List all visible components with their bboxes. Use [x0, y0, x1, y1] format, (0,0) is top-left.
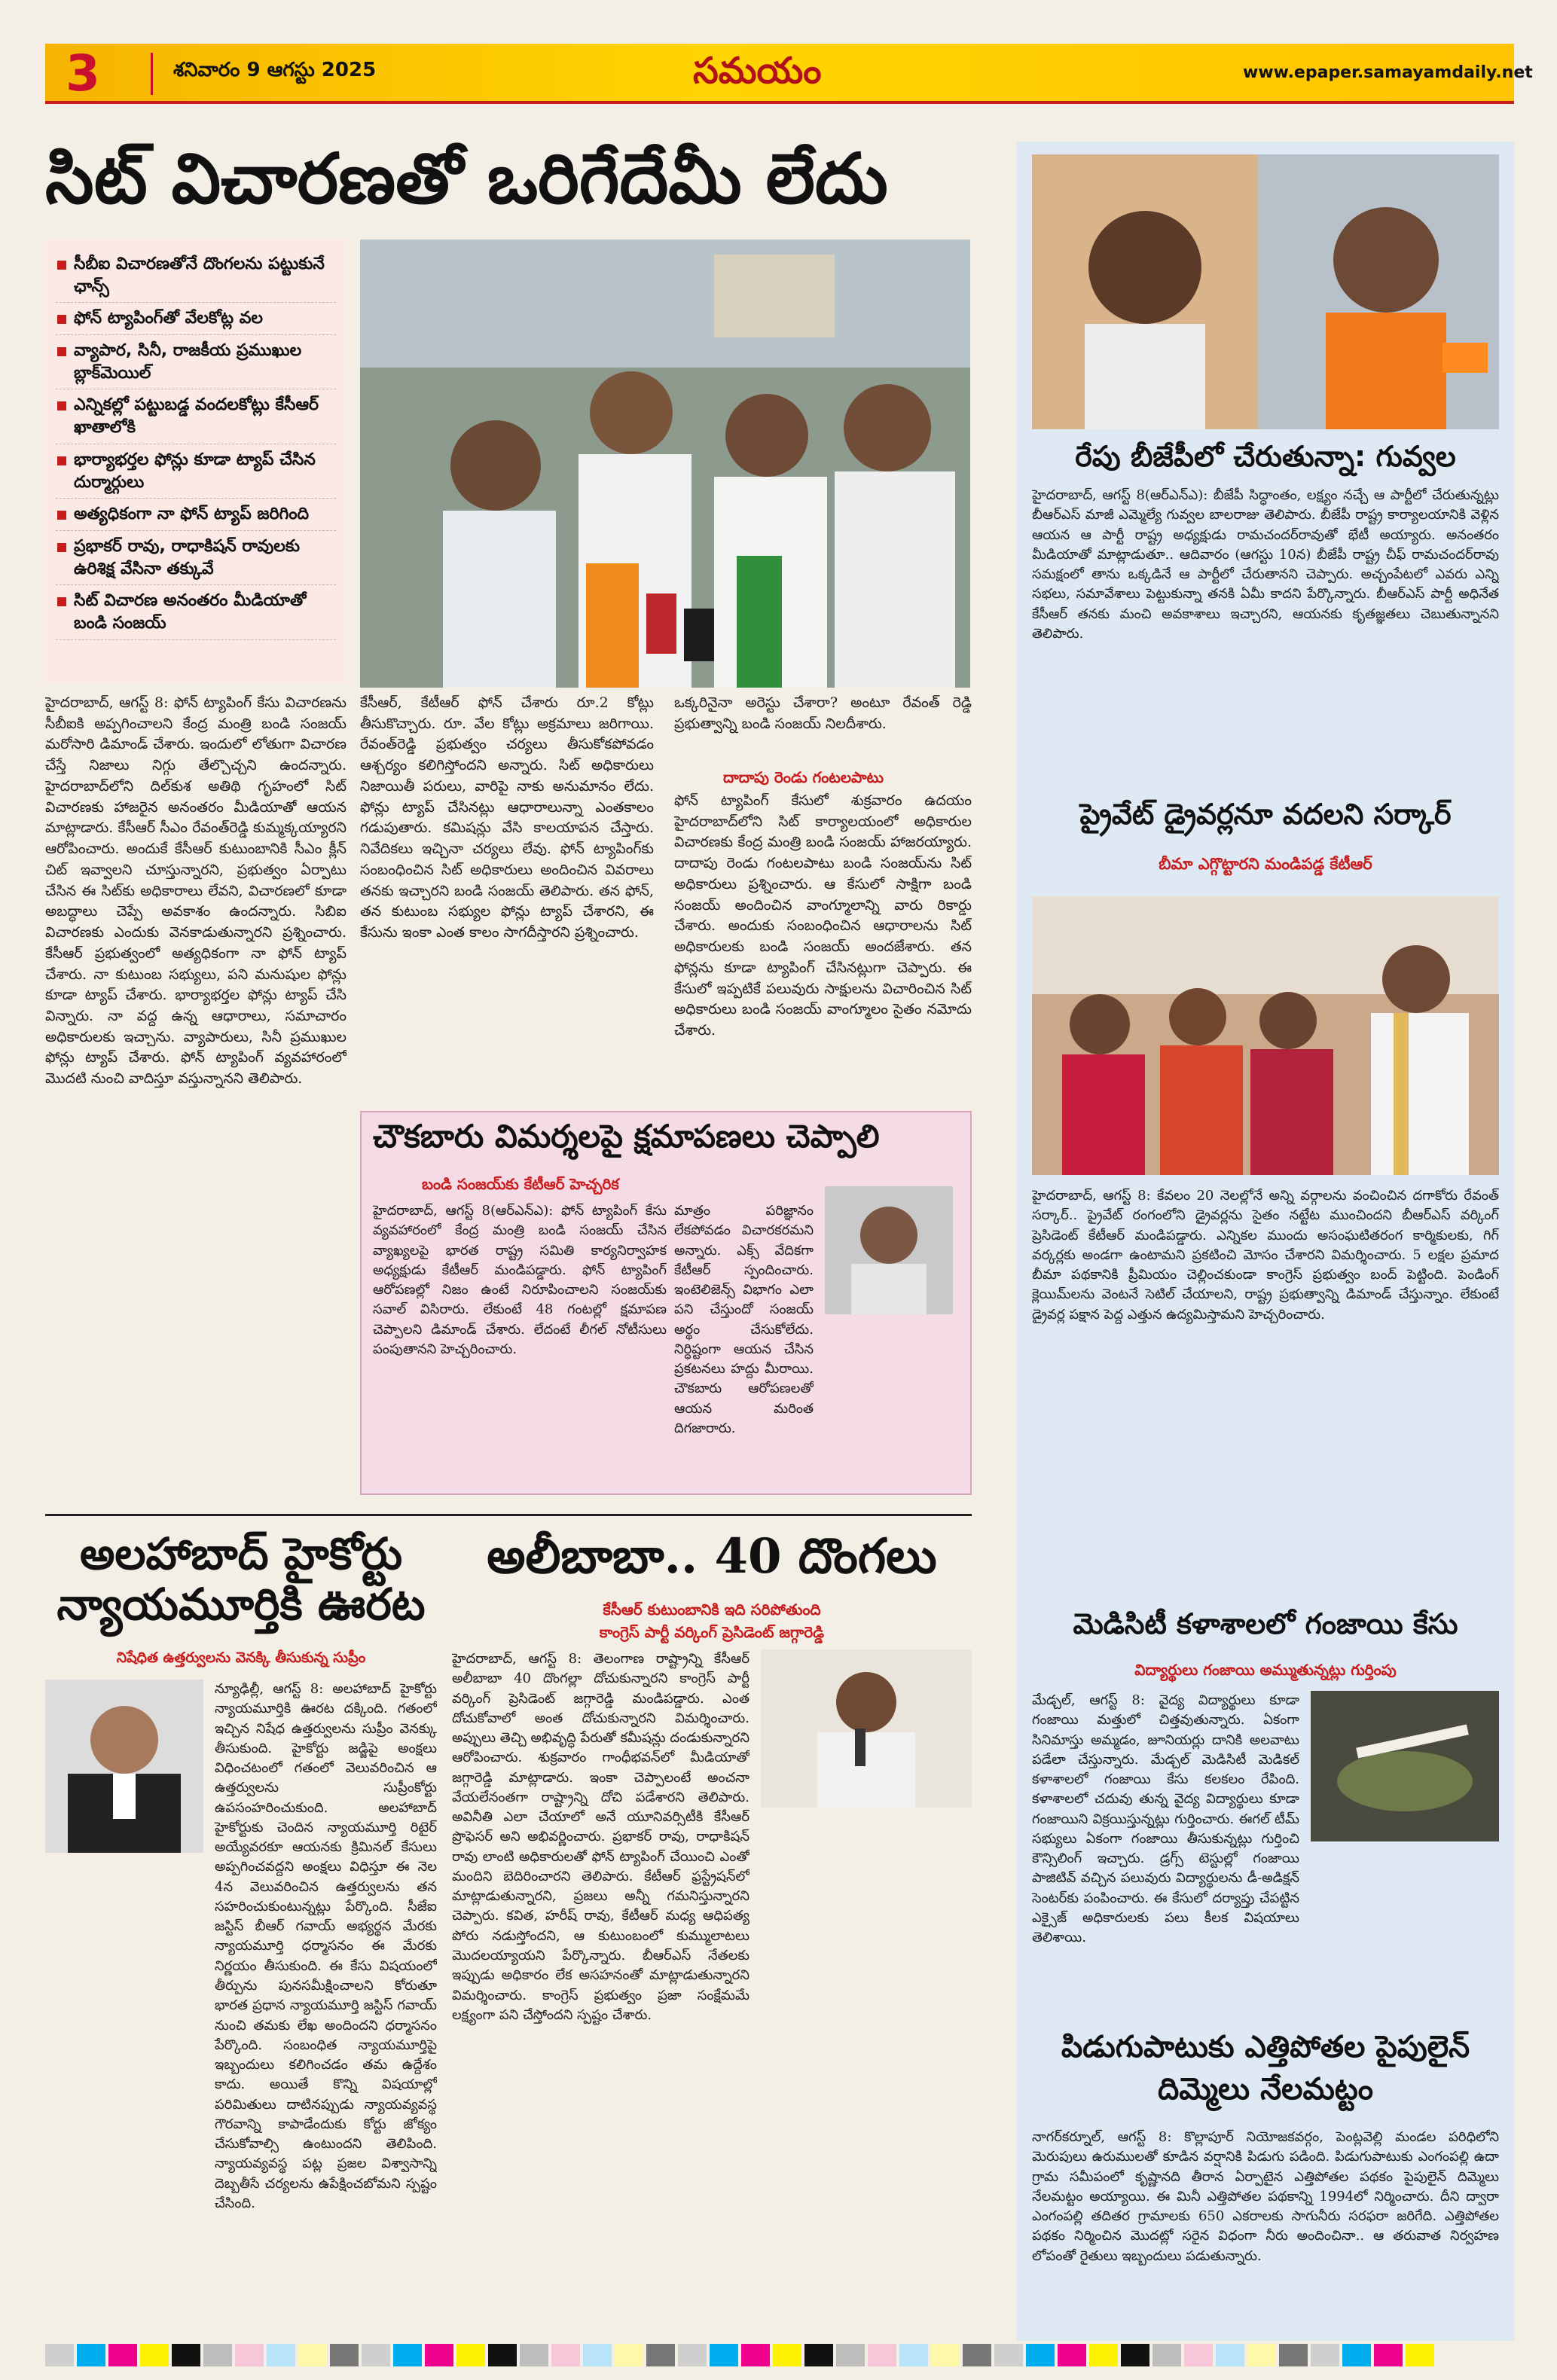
- highlight-item: సిట్ విచారణ అనంతరం మీడియాతో బండి సంజయ్: [56, 585, 336, 639]
- lead-text-col3: ఒక్కరినైనా అరెస్టు చేశారా? అంటూ రేవంత్ రెడ్డి ప్రభుత్వాన్ని బండి సంజయ్ నిలదీశారు.: [674, 694, 972, 732]
- highlight-item: సీబీఐ విచారణతోనే దొంగలను పట్టుకునే ఛాన్స్: [56, 249, 336, 303]
- highlight-item: ఫోన్ ట్యాపింగ్‌తో వేలకోట్ల వల: [56, 303, 336, 335]
- guvvala-text: హైదరాబాద్, ఆగస్ట్ 8(ఆర్‌ఎన్‌ఎ): బీజేపీ సిద్ధాంతం, లక్ష్యం నచ్చే ఆ పార్టీలో చేరుతున్నట్లు బీఆర్ఎస్ మాజీ ఎమ్మెల్యే గువ్వల బాలరాజు తెలిపారు. బీజేపీ రాష్ట్ర కార్యాలయానికి వెళ్లిన ఆయన ఆ పార్టీ రాష్ట్ర అధ్యక్షుడు రామచందర్‌రావుతో భేటీ అయ్యారు. అనంతరం మీడియాతో మాట్లాడుతూ.. ఆదివారం (ఆగస్టు 10న) బీజేపీ రాష్ట్ర చీఫ్ రామచందర్‌రావు సమక్షంలో తాను ఒక్కడినే ఆ పార్టీలో చేరుతానని చెప్పారు. అచ్చంపేటలో ఎవరు ఎన్ని సభలు, సమావేశాలు పెట్టుకున్నా తనకి ఏమీ కాదని పేర్కొన్నారు. బీఆర్ఎస్ పార్టీ అధినేత కేసీఆర్ తనకు మంచి అవకాశాలు ఇచ్చారని, ఆయనకు కృతజ్ఞతలు చెబుతున్నానని తెలిపారు.: [1032, 487, 1499, 642]
- alibaba-subhead-1: కేసీఆర్ కుటుంబానికి ఇది సరిపోతుంది: [603, 1600, 821, 1619]
- allahabad-text: న్యూఢిల్లీ, ఆగస్ట్ 8: అలహాబాద్ హైకోర్టు న్యాయమూర్తికి ఊరట దక్కింది. గతంలో ఇచ్చిన నిషేధ ఉత్తర్వులను సుప్రీం వెనక్కు తీసుకుంది. హైకోర్టు జడ్జిపై అంక్షలు విధించటంలో గతంలో వెలువరించిన ఆ ఉత్తర్వులను సుప్రీంకోర్టు ఉపసంహరించుకుంది. అలహాబాద్ హైకోర్టుకు చెందిన న్యాయమూర్తి రిటైర్ అయ్యేవరకూ ఆయనకు క్రిమినల్ కేసులు అప్పగించవద్దని అంక్షలు విధిస్తూ ఈ నెల 4న వెలువరించిన ఉత్తర్వులను తన సహరించుకుంటున్నట్లు పేర్కొంది. సీజేఐ జస్టిస్ బీఆర్ గవాయ్ అభ్యర్థన మేరకు న్యాయమూర్తి ధర్మాసనం ఈ మేరకు నిర్ణయం తీసుకుంది. ఈ కేసు విషయంలో తీర్పును పునసమీక్షించాలని కోరుతూ భారత ప్రధాన న్యాయమూర్తి జస్టిస్ గవాయ్ నుంచి తమకు లేఖ అందిందని ధర్మాసనం పేర్కొంది. సంబంధిత న్యాయమూర్తిపై ఇబ్బందులు కలిగించడం తమ ఉద్దేశం కాదు. అయితే కొన్ని విషయాల్లో పరిమితులు దాటినప్పుడు న్యాయవ్యవస్థ గౌరవాన్ని కాపాడేందుకు కోర్టు జోక్యం చేసుకోవాల్సి ఉంటుందని తెలిపింది. న్యాయవ్యవస్థ పట్ల ప్రజల విశ్వాసాన్ని దెబ్బతీసే చర్యలను ఉపేక్షించబోమని స్పష్టం చేసింది.: [215, 1681, 437, 2211]
- page-number: 3: [66, 44, 100, 102]
- section-divider: [45, 1514, 972, 1516]
- lead-photo-bandi-sanjay-crowd: [360, 240, 970, 688]
- drivers-subhead: బీమా ఎగ్గొట్టారని మండిపడ్డ కేటీఆర్: [1159, 855, 1372, 873]
- lead-headline: సిట్ విచారణతో ఒరిగేదేమీ లేదు: [45, 138, 888, 219]
- drivers-text: హైదరాబాద్, ఆగస్ట్ 8: కేవలం 20 నెలల్లోనే అన్ని వర్గాలను వంచించిన దగాకోరు రేవంత్ సర్కార్.. ప్రైవేట్ రంగంలోని డ్రైవర్లను సైతం నట్టేట ముంచిందని బీఆర్ఎస్ వర్కింగ్ ప్రెసిడెంట్ కేటీఆర్ మండిపడ్డారు. ఎన్నికల ముందు అసంఘటితరంగ కార్మికులకు, గిగ్ వర్కర్లకు అండగా ఉంటామని ప్రకటించి మోసం చేశారని విమర్శించారు. 5 లక్షల ప్రమాద బీమా పథకానికి ప్రీమియం చెల్లించకుండా కాంగ్రెస్ ప్రభుత్వం బంద్ పెట్టింది. పెండింగ్ క్లెయిమ్‌లను వెంటనే సెటిల్ చేయాలని, రాష్ట్ర ప్రభుత్వాన్ని డిమాండ్ చేస్తున్నాం. లేకుంటే డ్రైవర్ల పక్షాన పెద్ద ఎత్తున ఉద్యమిస్తామని హెచ్చరించారు.: [1032, 1188, 1499, 1323]
- lead-text-col1: హైదరాబాద్, ఆగస్ట్ 8: ఫోన్ ట్యాపింగ్ కేసు విచారణను సీబీఐకి అప్పగించాలని కేంద్ర మంత్రి బండి సంజయ్ మరోసారి డిమాండ్ చేశారు. ఇందులో లోతుగా విచారణ చేస్తే నిజాలు నిగ్గు తేల్చొచ్చని ఉందన్నారు. హైదరాబాద్‌లోని దిల్‌కుశ అతిథి గృహంలో సిట్ విచారణకు హాజరైన అనంతరం మీడియాతో ఆయన మాట్లాడారు. కేసీఆర్ సీఎం రేవంత్‌రెడ్డి కుమ్మక్కయ్యారని ఆరోపించారు. అందుకే కేసీఆర్ కుటుంబానికి సీఎం క్లీన్ చిట్ ఇవ్వాలని చూస్తున్నారని, ప్రభుత్వం ఏర్పాటు చేసిన ఈ సిట్‌కు అధికారాలు లేవని, విచారణలో కూడా అబద్ధాలు చెప్పే అవకాశం ఉందన్నారు. సిబిఐ విచారణకు ఎందుకు వెనకాడుతున్నారని ప్రశ్నించారు. కేసీఆర్ ప్రభుత్వంలో అత్యధికంగా నా ఫోన్ ట్యాప్ చేశారు. నా కుటుంబ సభ్యులు, పని మనుషుల ఫోన్లు కూడా ట్యాప్ చేశారు. భార్యాభర్తల ఫోన్లు ట్యాప్ చేసి విన్నారు. నా వద్ద ఉన్న ఆధారాలు, సమాచారం అధికారులకు ఇచ్చాను. వ్యాపారులు, సినీ ప్రముఖుల ఫోన్లు ట్యాప్ చేశారు. ఫోన్ ట్యాపింగ్ వ్యవహారంలో మొదటి నుంచి వాదిస్తూ వస్తున్నానని తెలిపారు.: [45, 694, 347, 1088]
- drivers-headline: ప్రైవేట్ డ్రైవర్లనూ వదలని సర్కార్: [1079, 798, 1452, 831]
- lead-subhead: దాదాపు రెండు గంటలపాటు: [723, 768, 884, 786]
- lead-highlights-box: [45, 240, 347, 684]
- apology-text-left: హైదరాబాద్, ఆగస్ట్ 8(ఆర్‌ఎన్‌ఎ): ఫోన్ ట్యాపింగ్ కేసు వ్యవహారంలో కేంద్ర మంత్రి బండి సంజయ్ చేసిన వ్యాఖ్యలపై భారత రాష్ట్ర సమితి కార్యనిర్వాహక అధ్యక్షుడు కేటీఆర్ మండిపడ్డారు. ఫోన్ ట్యాపింగ్ ఆరోపణల్లో నిజం ఉంటే నిరూపించాలని సంజయ్‌కు సవాల్ విసిరారు. లేకుంటే 48 గంటల్లో క్షమాపణ చెప్పాలని డిమాండ్ చేశారు. లేదంటే లీగల్ నోటీసులు పంపుతానని హెచ్చరించారు.: [373, 1203, 667, 1357]
- apology-headline: చౌకబారు విమర్శలపై క్షమాపణలు చెప్పాలి: [373, 1118, 880, 1155]
- ktr-portrait: [825, 1186, 953, 1314]
- masthead-divider: [151, 53, 153, 95]
- highlight-item: వ్యాపార, సినీ, రాజకీయ ప్రముఖుల బ్లాక్‌మెయిల్: [56, 335, 336, 389]
- apology-text-right: మాత్రం పరిజ్ఞానం లేకపోవడం విచారకరమని అన్నారు. ఎక్స్ వేదికగా కేటీఆర్ స్పందించారు. ఇంటెలిజెన్స్ విభాగం ఎలా పని చేస్తుందో సంజయ్ అర్థం చేసుకోలేదు. నిర్ధిష్టంగా ఆయన చేసిన ప్రకటనలు హద్దు మీరాయి. చౌకబారు ఆరోపణలతో ఆయన మరింత దిగజారారు.: [674, 1203, 814, 1436]
- highlight-item: ప్రభాకర్ రావు, రాధాకిషన్ రావులకు ఉరిశిక్ష వేసినా తక్కువే: [56, 531, 336, 585]
- apology-subhead: బండి సంజయ్‌కు కేటీఆర్ హెచ్చరిక: [422, 1175, 619, 1193]
- guvvala-headline: రేపు బీజేపీలో చేరుతున్నా: గువ్వల: [1075, 440, 1456, 473]
- ganja-headline: మెడిసిటీ కళాశాలలో గంజాయి కేసు: [1073, 1607, 1458, 1640]
- print-registration-bar: [45, 2344, 1514, 2366]
- ktr-with-women-photo: [1032, 896, 1499, 1175]
- ganja-subhead: విద్యార్థులు గంజాయి అమ్ముతున్నట్లు గుర్తింపు: [1134, 1661, 1397, 1679]
- lightning-headline: పిడుగుపాటుకు ఎత్తిపోతల పైపులైన్ దిమ్మెలు నేలమట్టం: [1061, 2030, 1470, 2107]
- lead-text-col2: కేసీఆర్, కేటీఆర్ ఫోన్ చేశారు రూ.2 కోట్లు తీసుకొచ్చారు. రూ. వేల కోట్లు అక్రమాలు జరిగాయి. రేవంత్‌రెడ్డి ప్రభుత్వం చర్యలు తీసుకోకపోవడం ఆశ్చర్యం కలిగిస్తోందని అన్నారు. సిట్ అధికారులు నిజాయితీ పరులు, వారిపై నాకు అనుమానం లేదు. ఫోన్లు ట్యాప్ చేసినట్లు ఆధారాలున్నా ఎంతకాలం గడుపుతారు. కమిషన్లు వేసి కాలయాపన చేస్తారు. నివేదికలు ఇచ్చినా చర్యలు లేవు. ఫోన్ ట్యాపింగ్‌కు సంబంధించిన సిట్ అధికారులు అందించిన వివరాలు తనకు ఇచ్చారని బండి సంజయ్ తెలిపారు. తన ఫోన్, తన కుటుంబ సభ్యుల ఫోన్లు ట్యాప్ చేశారని, ఈ కేసును ఇంకా ఎంత కాలం సాగదీస్తారని ప్రశ్నించారు.: [360, 694, 654, 941]
- ganja-photo: [1311, 1691, 1499, 1841]
- alibaba-text: హైదరాబాద్, ఆగస్ట్ 8: తెలంగాణ రాష్ట్రాన్ని కేసీఆర్ అలీబాబా 40 దొంగల్లా దోచుకున్నారని కాంగ్రెస్ పార్టీ వర్కింగ్ ప్రెసిడెంట్ జగ్గారెడ్డి మండిపడ్డారు. ఎంత దోచుకోవాలో అంత దోచుకున్నారని విమర్శించారు. అప్పులు తెచ్చి అభివృద్ధి పేరుతో కమీషన్లు దండుకున్నారని ఆరోపించారు. శుక్రవారం గాంధీభవన్‌లో మీడియాతో జగ్గారెడ్డి మాట్లాడారు. ఇంకా చెప్పాలంటే అంచనా వేయలేనంతగా రాష్ట్రాన్ని దోచి పడేశారని తెలిపారు. అవినీతి ఎలా చేయాలో అనే యూనివర్సిటీకి కేసీఆర్ ప్రొఫెసర్ అని అభివర్ణించారు. ప్రభాకర్ రావు, రాధాకిషన్ రావు లాంటి అధికారులతో ఫోన్ ట్యాపింగ్ చేయించి ఎంతో మందిని బెదిరించారని తెలిపారు. కేటీఆర్ ఫ్రస్ట్రేషన్‌లో మాట్లాడుతున్నారని, ప్రజలు అన్నీ గమనిస్తున్నారని చెప్పారు. కవిత, హరీష్ రావు, కేటీఆర్ మధ్య ఆధిపత్య పోరు నడుస్తోందని, ఆ కుటుంబంలో కుమ్ములాటలు మొదలయ్యాయని పేర్కొన్నారు. బీఆర్ఎస్ నేతలకు ఇప్పుడు అధికారం లేక అసహనంతో మాట్లాడుతున్నారని విమర్శించారు. కాంగ్రెస్ ప్రభుత్వం ప్రజా సంక్షేమమే లక్ష్యంగా పని చేస్తోందని స్పష్టం చేశారు.: [452, 1651, 749, 2023]
- ganja-text: మేడ్చల్, ఆగస్ట్ 8: వైద్య విద్యార్థులు కూడా గంజాయి మత్తులో చిత్తవుతున్నారు. ఏకంగా సినిమాస్తు అమ్మడం, జూనియర్లు దానికి అలవాటు పడేలా చేస్తున్నారు. మేడ్చల్ మెడిసిటీ మెడికల్ కళాశాలలో గంజాయి కేసు కలకలం రేపింది. కళాశాలలో చదువు తున్న వైద్య విద్యార్థులు కూడా గంజాయిని విక్రయిస్తున్నట్లు గుర్తించారు. ఈగల్ టీమ్ సభ్యులు ఏకంగా గంజాయి తీసుకున్నట్లు గుర్తించి కౌన్సిలింగ్ ఇచ్చారు. డ్రగ్స్ టెస్టుల్లో గంజాయి పాజిటివ్ వచ్చిన పలువురు విద్యార్థులను డీ-అడిక్షన్ సెంటర్‌కు పంపించారు. ఈ కేసులో దర్యాప్తు చేపట్టిన ఎక్సైజ్ అధికారులకు పలు కీలక విషయాలు తెలిశాయి.: [1032, 1692, 1299, 1946]
- alibaba-subhead-2: కాంగ్రెస్ పార్టీ వర్కింగ్ ప్రెసిడెంట్ జగ్గారెడ్డి: [599, 1623, 825, 1641]
- newspaper-brand: సమయం: [693, 50, 822, 92]
- highlight-item: ఎన్నికల్లో పట్టుబడ్డ వందలకోట్లు కేసీఆర్ ఖాతాలోకి: [56, 389, 336, 444]
- issue-date: శనివారం 9 ఆగస్టు 2025: [173, 59, 377, 81]
- highlights-list: [56, 249, 336, 640]
- allahabad-headline: అలహాబాద్ హైకోర్టు న్యాయమూర్తికి ఊరట: [56, 1528, 426, 1630]
- jaggareddy-photo: [761, 1649, 972, 1808]
- guvvala-balaraju-photo: [1032, 154, 1499, 429]
- lead-text-col3b: ఫోన్ ట్యాపింగ్ కేసులో శుక్రవారం ఉదయం హైదరాబాద్‌లోని సిట్ కార్యాలయంలో అధికారుల విచారణకు కేంద్ర మంత్రి బండి సంజయ్ హాజరయ్యారు. దాదాపు రెండు గంటలపాటు బండి సంజయ్‌ను సిట్ అధికారులు ప్రశ్నించారు. ఆ కేసులో సాక్షిగా బండి సంజయ్ అందించిన వాంగ్మూలాన్ని వారు రికార్డు చేశారు. అందుకు సంబంధించిన ఆధారాలను సిట్ అధికారులకు బండి సంజయ్ అందజేశారు. తన ఫోన్లను కూడా ట్యాపింగ్ చేసినట్లుగా చెప్పారు. ఈ కేసులో ఇప్పటికే పలువురు సాక్షులను విచారించిన సిట్ అధికారులు బండి సంజయ్ వాంగ్మూలం సైతం నమోదు చేశారు.: [674, 792, 972, 1039]
- allahabad-subhead: నిషేధిత ఉత్తర్వులను వెనక్కి తీసుకున్న సుప్రీం: [116, 1649, 366, 1666]
- epaper-url[interactable]: www.epaper.samayamdaily.net: [1243, 63, 1533, 82]
- highlight-item: అత్యధికంగా నా ఫోన్ ట్యాప్ జరిగింది: [56, 499, 336, 531]
- lightning-text: నాగర్‌కర్నూల్, ఆగస్ట్ 8: కొల్లాపూర్ నియోజకవర్గం, పెంట్లవెల్లి మండల పరిధిలోని మెరుపులు ఉరుములతో కూడిన వర్షానికి పిడుగు పడింది. పిడుగుపాటుకు ఎంగంపల్లి ఉదా గ్రామ సమీపంలో కృష్ణానది తీరాన ఏర్పాటైన ఎత్తిపోతల పథకం పైపులైన్ దిమ్మెలు నేలమట్టం అయ్యాయి. ఈ మినీ ఎత్తిపోతల పథకాన్ని 1994లో నిర్మించారు. దీని ద్వారా ఎంగంపల్లి తదితర గ్రామాలకు 650 ఎకరాలకు సాగునీరు సరఫరా జరిగేది. ఎత్తిపోతల పథకం నిర్మించిన మొదట్లో సరైన విధంగా నీరు అందించినా.. ఆ తరువాత నిర్వహణ లోపంతో రైతులు ఇబ్బందులు పడుతున్నారు.: [1032, 2129, 1499, 2264]
- alibaba-headline: అలీబాబా.. 40 దొంగలు: [487, 1528, 937, 1585]
- highlight-item: భార్యాభర్తల ఫోన్లు కూడా ట్యాప్ చేసిన దుర్మార్గులు: [56, 444, 336, 499]
